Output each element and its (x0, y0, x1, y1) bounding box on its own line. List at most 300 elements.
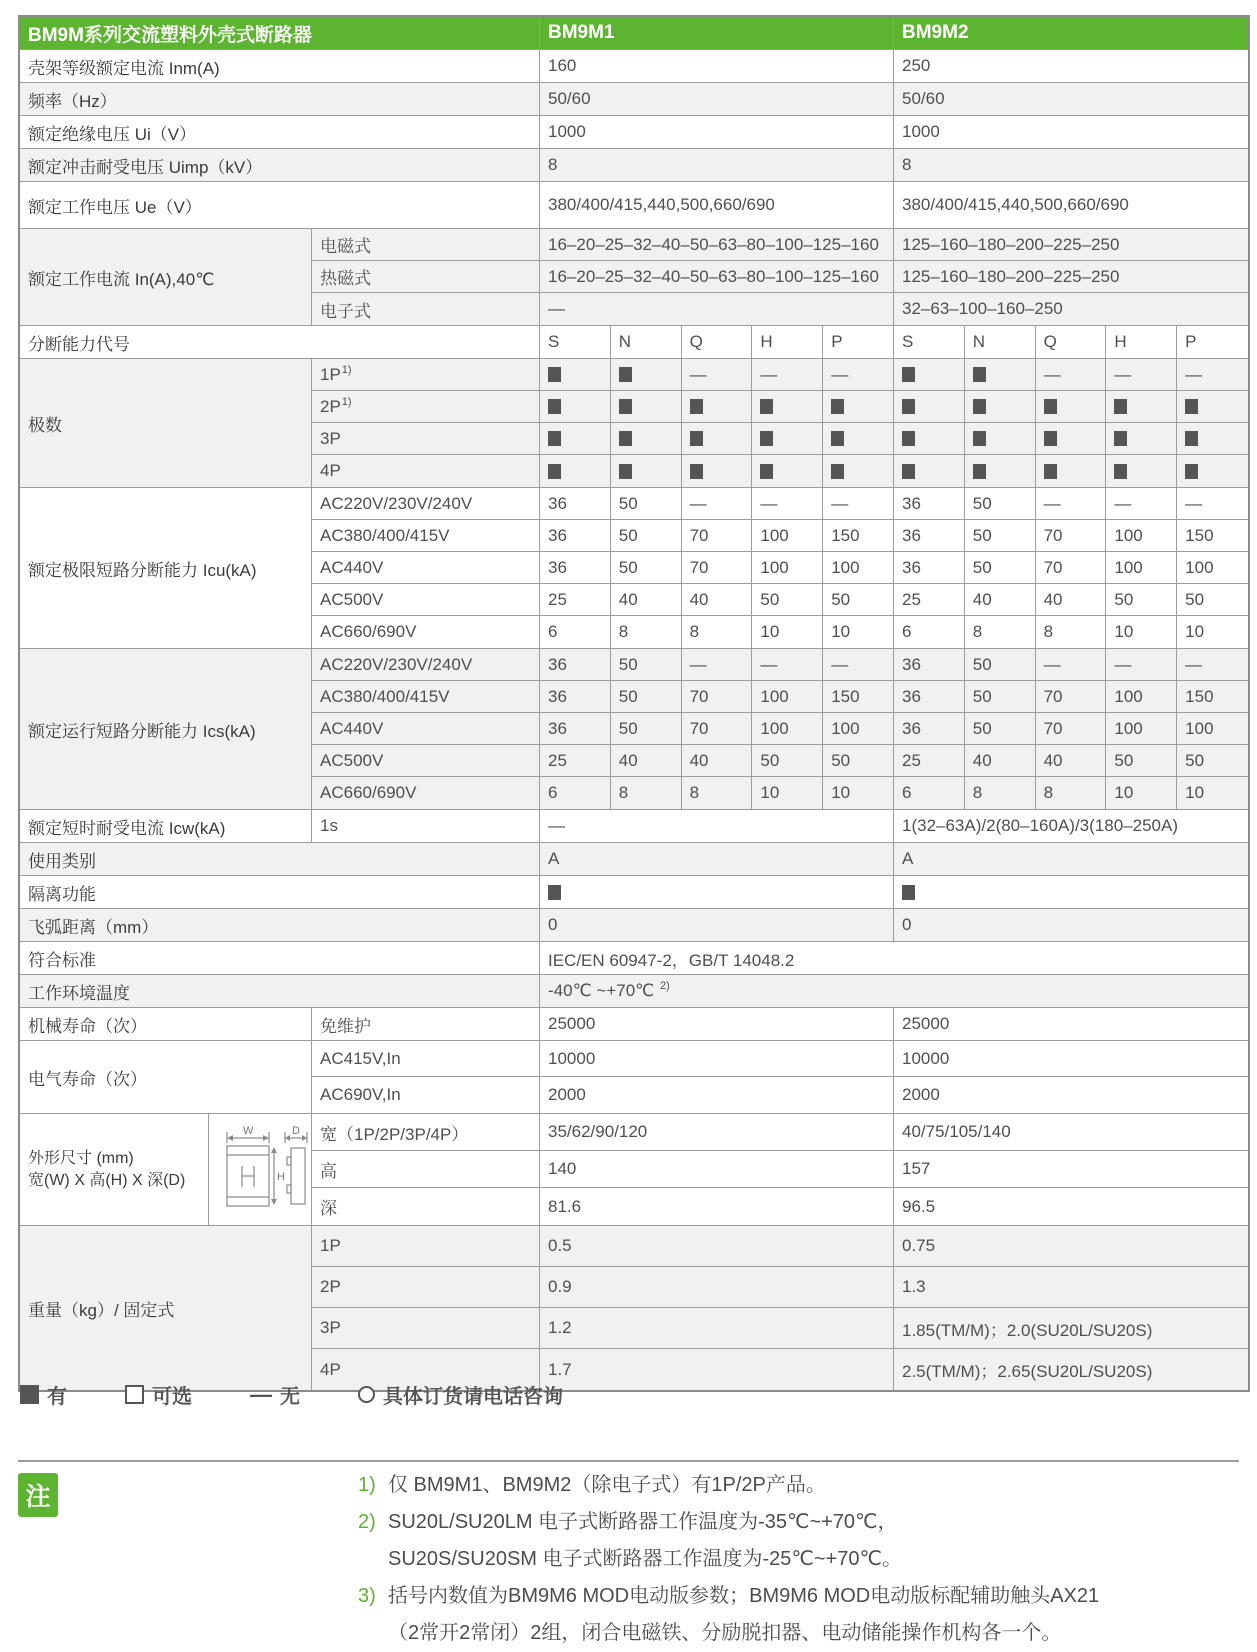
table-cell: 25 (894, 584, 965, 615)
filled-square-icon (1185, 399, 1198, 414)
table-cell: 50 (965, 488, 1036, 519)
table-cell: AC440V (312, 713, 540, 744)
filled-square-icon (902, 399, 915, 414)
filled-square-icon (548, 885, 561, 900)
filled-square-icon (1044, 431, 1057, 446)
table-row (312, 584, 1248, 616)
table-cell: 35/62/90/120 (540, 1114, 894, 1150)
table-cell: 50 (965, 681, 1036, 712)
table-row (312, 1188, 1248, 1225)
table-cell: AC440V (312, 552, 540, 583)
table-cell: $2P^{1)}$ (312, 391, 540, 422)
table-cell: 10 (823, 616, 894, 648)
note-line: SU20S/SU20SM 电子式断路器工作温度为-25℃~+70℃。 (388, 1548, 902, 1570)
table-cell: 150 (1185, 686, 1214, 706)
table-cell: 10 (752, 777, 823, 809)
table-row (312, 391, 1248, 423)
note-line: SU20L/SU20LM 电子式断路器工作温度为-35℃~+70℃， (388, 1511, 898, 1533)
table-cell: 8 (1036, 777, 1107, 809)
table-group-icw (20, 810, 1248, 843)
table-cell: 380/400/415,440,500,660/690 (902, 195, 1129, 214)
row-label-icw: 额定短时耐受电流 Icw(kA) (20, 810, 312, 842)
row-label-ue: 额定工作电压 Ue（V） (20, 182, 540, 228)
table-row (540, 182, 1248, 228)
table-cell: 16–20–25–32–40–50–63–80–100–125–160 (540, 261, 894, 292)
table-cell: 150 (823, 520, 894, 551)
legend-label: 有 (47, 1386, 67, 1408)
filled-square-icon (619, 464, 632, 479)
table-row (312, 293, 1248, 325)
table-row (312, 1226, 1248, 1267)
filled-square-icon (1185, 464, 1198, 479)
table-cell: 0.75 (902, 1236, 936, 1255)
table-group-mech (20, 1008, 1248, 1041)
note-text (388, 1504, 902, 1578)
availability-cell (1036, 423, 1107, 454)
table-row (540, 843, 1248, 875)
table-cell: 36 (540, 488, 611, 519)
table-cell: 10000 (540, 1041, 894, 1076)
table-cell: 36 (894, 520, 965, 551)
table-cell: 6 (540, 777, 611, 809)
table-cell: 100 (1106, 552, 1177, 583)
table-cell: 40 (965, 745, 1036, 776)
table-row (312, 552, 1248, 584)
filled-square-icon (690, 399, 703, 414)
availability-cell (1106, 391, 1177, 422)
table-row (540, 50, 1248, 82)
table-group-freq (20, 83, 1248, 116)
row-label-ui: 额定绝缘电压 Ui（V） (20, 116, 540, 148)
legend-filled-square-icon (20, 1385, 39, 1404)
availability-cell (1106, 423, 1177, 454)
table-cell: 50 (965, 552, 1036, 583)
table-cell: 10 (1185, 783, 1205, 802)
table-cell: — (1185, 654, 1203, 674)
table-cell: 8 (611, 616, 682, 648)
availability-cell (682, 423, 753, 454)
table-cell: 40 (1036, 745, 1107, 776)
table-cell: 100 (1185, 557, 1214, 577)
availability-cell (682, 391, 753, 422)
filled-square-icon (1114, 431, 1127, 446)
availability-cell (611, 391, 682, 422)
dimensions-label: 外形尺寸 (mm) 宽(W) X 高(H) X 深(D) (20, 1114, 209, 1225)
table-row (312, 261, 1248, 293)
table-cell: 2000 (540, 1077, 894, 1113)
filled-square-icon (1044, 399, 1057, 414)
table-group-icu (20, 488, 1248, 649)
note-item (358, 1467, 1099, 1504)
filled-square-icon (619, 399, 632, 414)
table-group-temp (20, 975, 1248, 1008)
table-row (540, 909, 1248, 941)
table-cell: 125–160–180–200–225–250 (902, 266, 1120, 286)
table-cell: 50 (611, 552, 682, 583)
availability-cell (752, 391, 823, 422)
table-cell: 32–63–100–160–250 (902, 299, 1063, 318)
availability-cell (894, 455, 965, 487)
table-cell: 70 (1036, 681, 1107, 712)
legend-item-available (20, 1380, 67, 1409)
filled-square-icon (1114, 399, 1127, 414)
table-cell: S (540, 326, 611, 358)
table-cell: 36 (540, 520, 611, 551)
availability-cell (823, 391, 894, 422)
table-cell: 36 (540, 681, 611, 712)
note-line: （2常开2常闭）2组，闭合电磁铁、分励脱扣器、电动储能操作机构各一个。 (388, 1622, 1062, 1644)
availability-cell (965, 455, 1036, 487)
table-cell: 25000 (902, 1014, 950, 1033)
table-cell: 40 (611, 745, 682, 776)
table-cell: A (540, 843, 894, 875)
table-cell: 4P (312, 455, 540, 487)
table-cell: 100 (752, 681, 823, 712)
table-cell: 70 (682, 520, 753, 551)
filled-square-icon (690, 464, 703, 479)
table-cell: — (1106, 649, 1177, 680)
table-cell: 1.2 (540, 1308, 894, 1348)
availability-cell (540, 876, 894, 908)
availability-cell (823, 423, 894, 454)
filled-square-icon (760, 464, 773, 479)
table-cell: — (682, 649, 753, 680)
table-row (312, 810, 1248, 842)
table-cell: 50 (965, 520, 1036, 551)
dimension-drawing (211, 1119, 309, 1221)
table-cell: 100 (823, 713, 894, 744)
table-row (540, 326, 1248, 358)
table-cell: — (1106, 359, 1177, 390)
table-cell: — (752, 359, 823, 390)
table-cell: 10 (1106, 777, 1177, 809)
availability-cell (965, 423, 1036, 454)
row-label-mech: 机械寿命（次） (20, 1008, 312, 1040)
filled-square-icon (690, 431, 703, 446)
table-cell: 6 (540, 616, 611, 648)
table-cell: 160 (540, 50, 894, 82)
table-cell: AC500V (312, 584, 540, 615)
availability-cell (611, 455, 682, 487)
table-cell: AC415V,In (312, 1041, 540, 1076)
filled-square-icon (1114, 464, 1127, 479)
filled-square-icon (973, 431, 986, 446)
row-label-dims (20, 1114, 312, 1225)
filled-square-icon (760, 431, 773, 446)
table-group-code (20, 326, 1248, 359)
table-cell: 70 (682, 681, 753, 712)
table-cell: 100 (1185, 718, 1214, 738)
table-cell: AC660/690V (312, 616, 540, 648)
table-group-arc (20, 909, 1248, 942)
table-cell: 1P (312, 1226, 540, 1266)
table-cell: S (894, 326, 965, 358)
availability-cell (540, 391, 611, 422)
table-cell: 8 (965, 616, 1036, 648)
table-cell: — (1185, 493, 1203, 513)
table-row (540, 942, 1248, 974)
availability-cell (1177, 455, 1248, 487)
filled-square-icon (902, 464, 915, 479)
note-item (358, 1578, 1099, 1652)
column-header-BM9M2: BM9M2 (902, 22, 969, 43)
availability-cell (611, 423, 682, 454)
table-cell: 40 (611, 584, 682, 615)
table-cell: 140 (540, 1151, 894, 1187)
filled-square-icon (902, 431, 915, 446)
table-cell: 10 (1185, 622, 1205, 641)
table-cell: 70 (682, 552, 753, 583)
table-cell: 70 (1036, 520, 1107, 551)
filled-square-icon (1185, 431, 1198, 446)
table-row (312, 1008, 1248, 1040)
table-cell: 70 (1036, 552, 1107, 583)
table-cell: 2000 (902, 1085, 940, 1104)
table-group-isol (20, 876, 1248, 909)
note-item (358, 1504, 1099, 1578)
table-row (312, 1114, 1248, 1151)
table-cell: — (823, 359, 894, 390)
table-cell: Q (682, 326, 753, 358)
table-cell: — (540, 810, 894, 842)
table-cell: 50 (965, 713, 1036, 744)
table-cell: 250 (902, 56, 931, 75)
table-cell: 8 (902, 155, 912, 174)
table-group-ue (20, 182, 1248, 229)
table-cell: N (611, 326, 682, 358)
table-cell: 150 (823, 681, 894, 712)
table-cell: 2.5(TM/M)；2.65(SU20L/SU20S) (902, 1362, 1153, 1381)
table-cell: 8 (611, 777, 682, 809)
note-text (388, 1578, 1099, 1652)
table-row (540, 975, 1248, 1007)
table-cell: 6 (894, 616, 965, 648)
filled-square-icon (548, 367, 561, 382)
row-label-code: 分断能力代号 (20, 326, 540, 358)
legend-label: 无 (280, 1386, 300, 1408)
table-group-cat (20, 843, 1248, 876)
table-cell: N (965, 326, 1036, 358)
legend-item-contact (358, 1380, 563, 1409)
table-cell: 1000 (902, 122, 940, 141)
table-cell: 96.5 (902, 1196, 936, 1216)
table-cell: 10 (823, 777, 894, 809)
table-cell: — (823, 649, 894, 680)
table-cell: 100 (752, 520, 823, 551)
table-cell: IEC/EN 60947-2，GB/T 14048.2 (548, 950, 795, 970)
legend-circle-icon (358, 1386, 375, 1403)
filled-square-icon (1044, 464, 1057, 479)
table-cell: AC500V (312, 745, 540, 776)
table-cell: 3P (312, 1308, 540, 1348)
availability-cell (1106, 455, 1177, 487)
table-cell: 3P (312, 423, 540, 454)
notes (358, 1467, 1099, 1652)
table-cell: 深 (312, 1188, 540, 1225)
filled-square-icon (619, 431, 632, 446)
row-label-inm: 壳架等级额定电流 Inm(A) (20, 50, 540, 82)
table-cell: 50 (611, 681, 682, 712)
table-cell: 380/400/415,440,500,660/690 (540, 182, 894, 228)
table-cell: 8 (965, 777, 1036, 809)
table-cell: 10000 (902, 1048, 950, 1068)
availability-cell (752, 423, 823, 454)
table-cell: 70 (682, 713, 753, 744)
filled-square-icon (973, 464, 986, 479)
table-cell: 50 (752, 745, 823, 776)
availability-cell (682, 455, 753, 487)
table-cell: 10 (1106, 616, 1177, 648)
table-group-poles (20, 359, 1248, 488)
table-group-std (20, 942, 1248, 975)
table-cell: 电子式 (312, 293, 540, 325)
table-cell: 25000 (540, 1008, 894, 1040)
table-cell: 50 (823, 745, 894, 776)
table-cell: 10 (752, 616, 823, 648)
table-group-ics (20, 649, 1248, 810)
row-label-arc: 飞弧距离（mm） (20, 909, 540, 941)
table-cell: 0.5 (540, 1226, 894, 1266)
table-cell: 36 (894, 552, 965, 583)
table-cell: 40 (682, 745, 753, 776)
table-row (312, 681, 1248, 713)
filled-square-icon (973, 367, 986, 382)
note-badge: 注 (18, 1473, 58, 1517)
table-cell: — (752, 649, 823, 680)
svg-text:D: D (292, 1124, 300, 1137)
table-cell: 40 (682, 584, 753, 615)
row-label-cat: 使用类别 (20, 843, 540, 875)
table-cell: 4P (312, 1349, 540, 1390)
note-line: 括号内数值为BM9M6 MOD电动版参数；BM9M6 MOD电动版标配辅助触头AX21 (388, 1585, 1100, 1607)
table-cell: 8 (540, 149, 894, 181)
availability-cell (540, 423, 611, 454)
legend-item-optional (125, 1380, 192, 1409)
table-row (312, 745, 1248, 777)
row-label-icu: 额定极限短路分断能力 Icu(kA) (20, 488, 312, 648)
table-cell: 50 (1185, 589, 1205, 609)
table-cell: 100 (752, 713, 823, 744)
table-cell: 免维护 (312, 1008, 540, 1040)
table-row (312, 1151, 1248, 1188)
table-row (312, 649, 1248, 681)
table-cell: 50 (752, 584, 823, 615)
table-row (312, 777, 1248, 809)
note-line: 仅 BM9M1、BM9M2（除电子式）有1P/2P产品。 (388, 1474, 826, 1496)
table-cell: 40 (1036, 584, 1107, 615)
table-cell: 1.3 (902, 1277, 926, 1296)
table-cell: AC220V/230V/240V (312, 488, 540, 519)
availability-cell (894, 423, 965, 454)
table-row (312, 359, 1248, 391)
availability-cell (540, 455, 611, 487)
table-cell: 8 (1036, 616, 1107, 648)
table-cell: AC380/400/415V (312, 681, 540, 712)
table-group-dims (20, 1114, 1248, 1226)
availability-cell (894, 359, 965, 390)
note-number: 3) (358, 1585, 376, 1607)
note-text (388, 1467, 826, 1504)
table-cell: 36 (894, 649, 965, 680)
table-row (312, 713, 1248, 745)
table-cell: 70 (1036, 713, 1107, 744)
legend-item-none (250, 1380, 300, 1409)
table-cell: 8 (682, 616, 753, 648)
table-cell: 热磁式 (312, 261, 540, 292)
table-cell: 100 (752, 552, 823, 583)
filled-square-icon (548, 464, 561, 479)
filled-square-icon (973, 399, 986, 414)
spec-table (18, 15, 1250, 1392)
table-cell: 36 (894, 713, 965, 744)
table-cell: AC660/690V (312, 777, 540, 809)
table-cell: 2P (312, 1267, 540, 1307)
filled-square-icon (831, 464, 844, 479)
table-cell: — (1036, 488, 1107, 519)
svg-text:H: H (277, 1170, 285, 1183)
table-group-ui (20, 116, 1248, 149)
availability-cell (1036, 391, 1107, 422)
table-row (312, 1308, 1248, 1349)
availability-cell (611, 359, 682, 390)
availability-cell (1177, 423, 1248, 454)
table-row (312, 1077, 1248, 1113)
table-row (540, 83, 1248, 115)
legend (20, 1380, 621, 1409)
filled-square-icon (831, 399, 844, 414)
table-cell: 电磁式 (312, 229, 540, 260)
filled-square-icon (619, 367, 632, 382)
table-row (312, 455, 1248, 487)
availability-cell (1036, 455, 1107, 487)
table-group-in40 (20, 229, 1248, 326)
table-cell: — (682, 488, 753, 519)
section-divider (18, 1460, 1239, 1462)
legend-label: 可选 (152, 1386, 192, 1408)
table-cell: — (540, 293, 894, 325)
table-cell: 50 (611, 713, 682, 744)
table-cell: 8 (682, 777, 753, 809)
table-cell: — (1036, 359, 1107, 390)
column-header-BM9M1: BM9M1 (540, 17, 894, 49)
table-cell: 16–20–25–32–40–50–63–80–100–125–160 (540, 229, 894, 260)
table-cell: 50 (1106, 584, 1177, 615)
table-cell: 50/60 (902, 89, 945, 108)
legend-label: 具体订货请电话咨询 (383, 1386, 563, 1408)
table-row (540, 116, 1248, 148)
table-cell: 100 (823, 552, 894, 583)
table-cell: 150 (1185, 525, 1214, 545)
filled-square-icon (760, 399, 773, 414)
table-cell: 25 (894, 745, 965, 776)
table-cell: — (682, 359, 753, 390)
table-cell: 50 (611, 488, 682, 519)
table-cell: 100 (1106, 713, 1177, 744)
table-cell: — (1036, 649, 1107, 680)
table-cell: — (1106, 488, 1177, 519)
filled-square-icon (831, 431, 844, 446)
table-cell: 50 (611, 649, 682, 680)
table-row (312, 616, 1248, 648)
filled-square-icon (902, 367, 915, 382)
table-row (312, 229, 1248, 261)
filled-square-icon (548, 431, 561, 446)
table-row (540, 876, 1248, 908)
note-number: 2) (358, 1511, 376, 1533)
table-cell: 157 (902, 1159, 931, 1178)
table-cell: H (752, 326, 823, 358)
table-group-elec (20, 1041, 1248, 1114)
